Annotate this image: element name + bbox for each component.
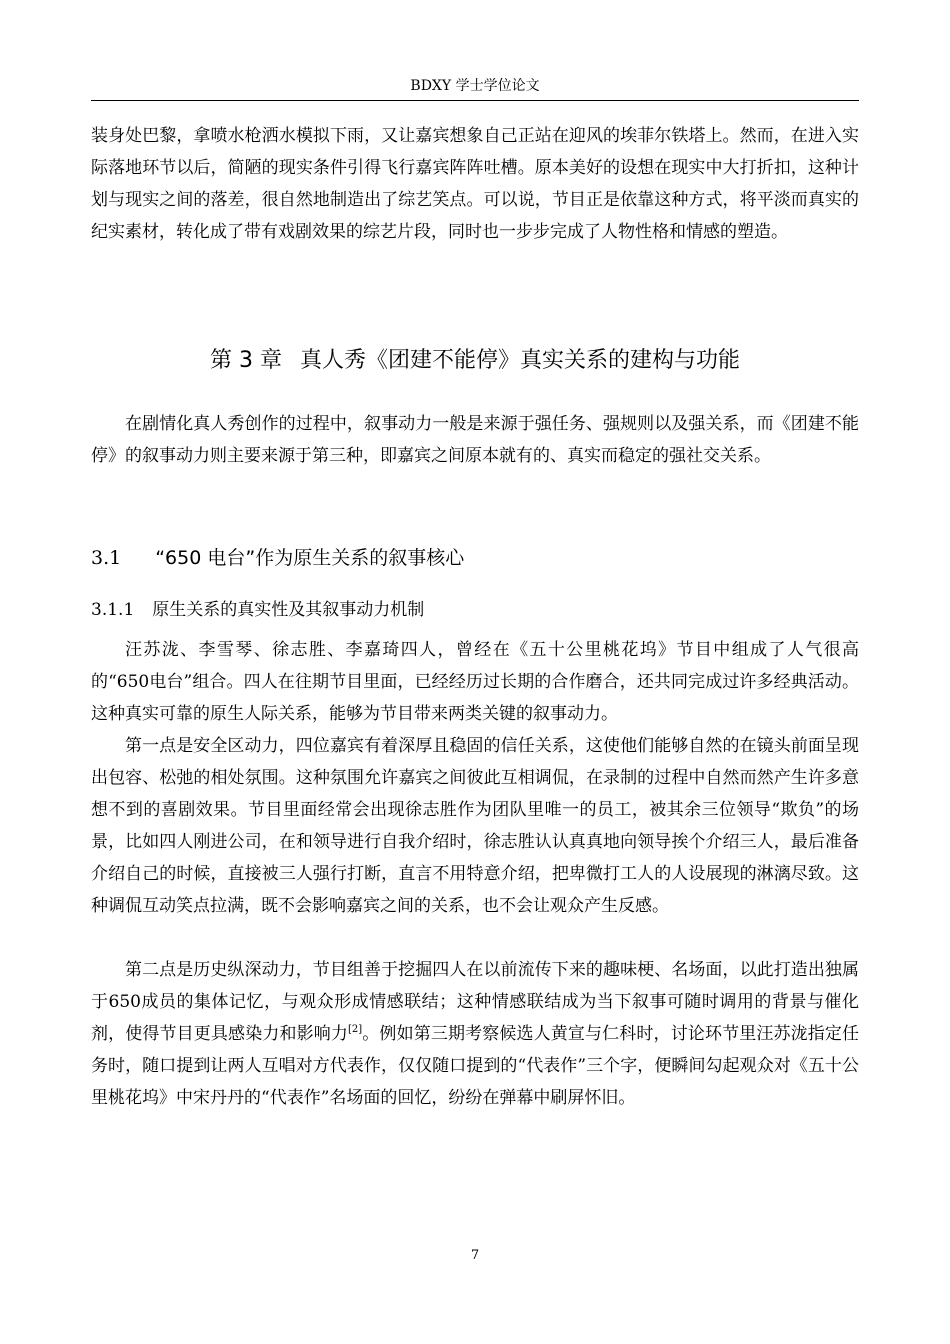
running-header: BDXY 学士学位论文 (410, 78, 540, 94)
chapter-number: 第 3 章 (210, 348, 282, 373)
body-paragraph-1: 汪苏泷、李雪琴、徐志胜、李嘉琦四人，曾经在《五十公里桃花坞》节目中组成了人气很高的“650电台”组合。四人在往期节目里面，已经经历过长期的合作磨合，还共同完成过许多经典活动。这种真实可靠的原生人际关系，能够为节目带来两类关键的叙事动力。 (91, 640, 859, 724)
subsection-title: 原生关系的真实性及其叙事动力机制 (152, 600, 425, 620)
page-number: 7 (470, 1248, 480, 1263)
section-heading (91, 543, 859, 573)
section-number: 3.1 (91, 547, 122, 569)
subsection-number: 3.1.1 (91, 600, 135, 620)
chapter-title: 真人秀《团建不能停》真实关系的建构与功能 (299, 348, 740, 373)
chapter-intro-paragraph: 在剧情化真人秀创作的过程中，叙事动力一般是来源于强任务、强规则以及强关系，而《团建不能停》的叙事动力则主要来源于第三种，即嘉宾之间原本就有的、真实而稳定的强社交关系。 (91, 414, 859, 466)
body-paragraph-3-part-b: 。例如第三期考察候选人黄宣与仁科时，讨论环节里汪苏泷指定任务时，随口提到让两人互唱对方代表作，仅仅随口提到的“代表作”三个字，便瞬间勾起观众对《五十公里桃花坞》中宋丹丹的“代表作”名场面的回忆，纷纷在弹幕中刷屏怀旧。 (91, 1024, 860, 1108)
citation-ref[interactable]: [2] (348, 1024, 363, 1035)
body-paragraph-2: 第一点是安全区动力，四位嘉宾有着深厚且稳固的信任关系，这使他们能够自然的在镜头前面呈现出包容、松弛的相处氛围。这种氛围允许嘉宾之间彼此互相调侃，在录制的过程中自然而然产生许多意想不到的喜剧效果。节目里面经常会出现徐志胜作为团队里唯一的员工，被其余三位领导“欺负”的场景，比如四人刚进公司，在和领导进行自我介绍时，徐志胜认认真真地向领导挨个介绍三人，最后准备介绍自己的时候，直接被三人强行打断，直言不用特意介绍，把卑微打工人的人设展现的淋漓尽致。这种调侃互动笑点拉满，既不会影响嘉宾之间的关系，也不会让观众产生反感。 (91, 736, 859, 916)
body-paragraph-3 (91, 954, 859, 1114)
subsection-heading (91, 596, 859, 624)
header-rule (91, 100, 859, 101)
body-paragraph-3-part-a: 第二点是历史纵深动力，节目组善于挖掘四人在以前流传下来的趣味梗、名场面，以此打造出独属于650成员的集体记忆，与观众形成情感联结；这种情感联结成为当下叙事可随时调用的背景与催化剂，使得节目更具感染力和影响力 (91, 960, 859, 1044)
paragraph-continued: 装身处巴黎，拿喷水枪洒水模拟下雨，又让嘉宾想象自己正站在迎风的埃菲尔铁塔上。然而，在进入实际落地环节以后，简陋的现实条件引得飞行嘉宾阵阵吐槽。原本美好的设想在现实中大打折扣，这种计划与现实之间的落差，很自然地制造出了综艺笑点。可以说，节目正是依靠这种方式，将平淡而真实的纪实素材，转化成了带有戏剧效果的综艺片段，同时也一步步完成了人物性格和情感的塑造。 (91, 126, 859, 242)
section-title: “650 电台”作为原生关系的叙事核心 (155, 547, 465, 569)
chapter-heading (91, 344, 859, 378)
